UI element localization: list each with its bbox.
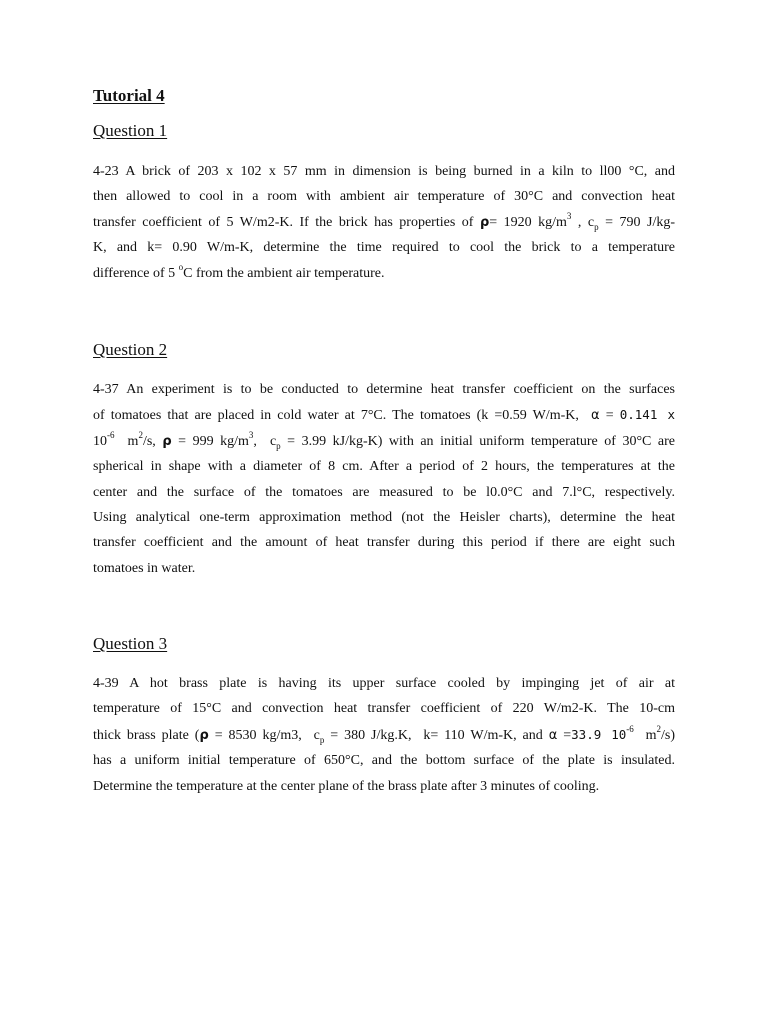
- text-line: 4-39 A hot brass plate is having its upper surface cooled by impinging jet of air at: [93, 676, 675, 691]
- text-line: center and the surface of the tomatoes are measured to be l0.0°C and 7.l°C, respectively.: [93, 484, 675, 500]
- text-line: Determine the temperature at the center plane of the brass plate after 3 minutes of cooling.: [93, 778, 600, 794]
- text-line: $10^{-6}$ $m^2/s$, ρ = 999 $kg/m^3$, $c_p = 3.99$ kJ/kg-K) with an initial uniform temperature of 30°C are: [93, 430, 676, 451]
- tutorial-title: Tutorial 4: [93, 86, 165, 105]
- text-line: has a uniform initial temperature of 650°C, and the bottom surface of the plate is insulated.: [93, 753, 675, 769]
- text-line: of tomatoes that are placed in cold water at 7°C. The tomatoes (k =0.59 W/m-K, α = 0.141 x: [93, 407, 675, 424]
- question-2-text: [93, 377, 675, 581]
- text-line: tomatoes in water.: [93, 560, 196, 576]
- text-line: K, and k= 0.90 W/m-K, determine the time required to cool the brick to a temperature: [93, 240, 675, 256]
- question-1-heading: Question 1: [93, 121, 168, 140]
- question-3-text: [93, 671, 675, 799]
- text-line: thick brass plate (ρ = 8530 kg/m3, $c_p = 380$ J/kg.K, k= 110 W/m-K, and α =33.9 $10^{-6}$ $m^2/s$): [93, 724, 676, 745]
- question-1-text: [93, 159, 675, 286]
- question-2-heading: Question 2: [93, 340, 168, 359]
- text-line: 4-23 A brick of 203 x 102 x 57 mm in dimension is being burned in a kiln to ll00 °C, and: [93, 164, 675, 179]
- text-line: Using analytical one-term approximation method (not the Heisler charts), determine the heat: [93, 510, 675, 526]
- text-line: transfer coefficient of 5 W/m2-K. If the brick has properties of ρ= 1920 $kg/m^3$ , $c_p = 790$ J/kg-: [93, 211, 675, 232]
- question-3-heading: Question 3: [93, 634, 168, 653]
- text-line: temperature of 15°C and convection heat transfer coefficient of 220 W/m2-K. The 10-cm: [93, 701, 675, 717]
- text-line: then allowed to cool in a room with ambient air temperature of 30°C and convection heat: [93, 189, 675, 205]
- text-line: spherical in shape with a diameter of 8 cm. After a period of 2 hours, the temperatures at the: [93, 459, 675, 475]
- text-line: difference of 5 $^o$C from the ambient air temperature.: [93, 261, 385, 281]
- text-line: 4-37 An experiment is to be conducted to determine heat transfer coefficient on the surfaces: [93, 382, 675, 397]
- text-line: transfer coefficient and the amount of heat transfer during this period if there are eight such: [93, 535, 675, 551]
